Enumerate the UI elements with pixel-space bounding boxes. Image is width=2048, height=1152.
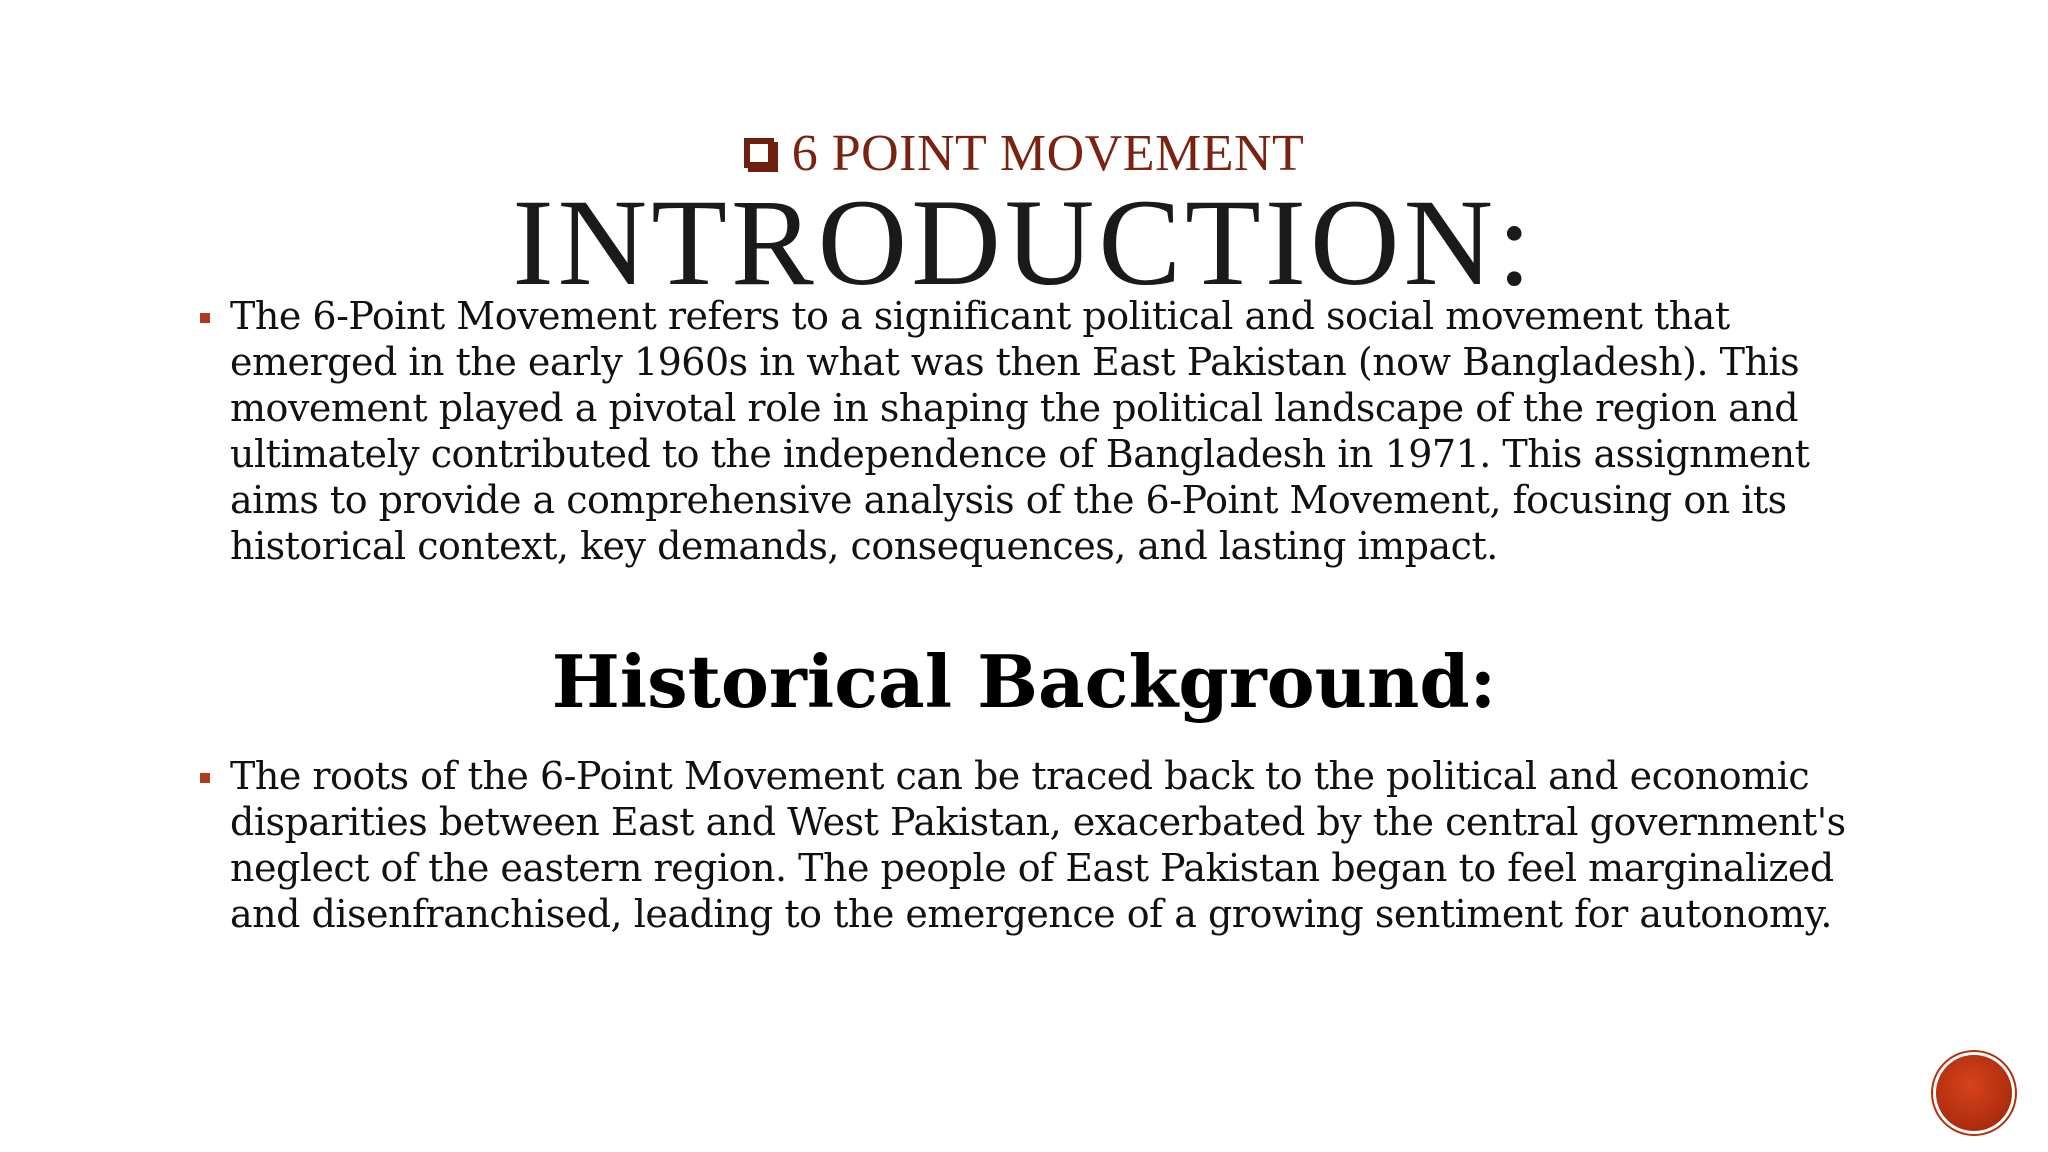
intro-bullet (200, 293, 1900, 569)
background-paragraph: The roots of the 6-Point Movement can be traced back to the political and economic disparities between East and West Pakistan, exacerbated by the central government's neglect of the eastern region. The people of East Pakistan began to feel marginalized and disenfranchised, leading to the emergence of a growing sentiment for autonomy. (230, 754, 1846, 936)
subtitle-text: 6 POINT MOVEMENT (791, 125, 1305, 182)
square-bullet-icon (200, 313, 210, 323)
section-heading: Historical Background: (551, 639, 1497, 724)
next-slide-circle-icon[interactable] (1936, 1055, 2012, 1131)
slide-title: INTRODUCTION: (512, 174, 1536, 311)
square-bullet-icon (200, 773, 210, 783)
checkbox-square-icon (744, 138, 774, 168)
background-bullet (200, 753, 1900, 937)
intro-paragraph: The 6-Point Movement refers to a significant political and social movement that emerged in the early 1960s in what was then East Pakistan (now Bangladesh). This movement played a pivotal role in shaping the political landscape of the region and ultimately contributed to the independence of Bangladesh in 1971. This assignment aims to provide a comprehensive analysis of the 6-Point Movement, focusing on its historical context, key demands, consequences, and lasting impact. (230, 294, 1810, 568)
